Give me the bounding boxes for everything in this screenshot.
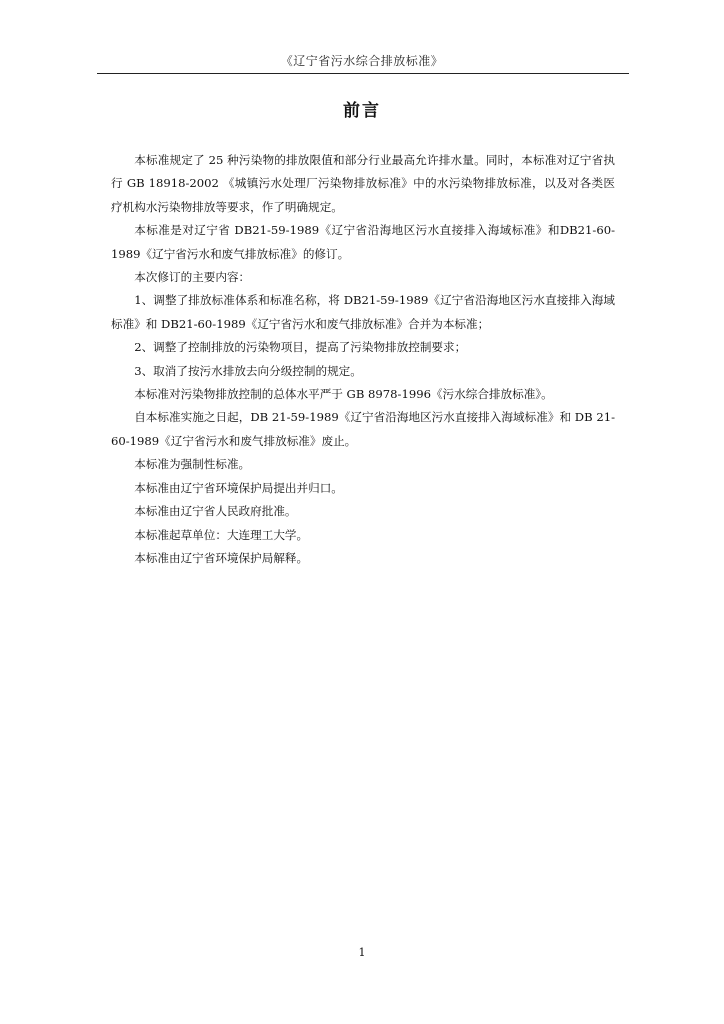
paragraph-approval: 本标准由辽宁省人民政府批准。 [134, 504, 297, 519]
paragraph-mandatory: 本标准为强制性标准。 [134, 457, 251, 472]
paragraph-proposer: 本标准由辽宁省环境保护局提出并归口。 [134, 480, 343, 495]
page-number: 1 [358, 946, 366, 959]
paragraph-revision: 本标准是对辽宁省 DB21-59-1989《辽宁省沿海地区污水直接排入海域标准》和DB21-60-1989《辽宁省污水和废气排放标准》的修订。 [111, 223, 615, 261]
running-header: 《辽宁省污水综合排放标准》 [280, 54, 444, 68]
paragraph-repeal: 自本标准实施之日起，DB 21-59-1989《辽宁省沿海地区污水直接排入海域标准》和 DB 21-60-1989《辽宁省污水和废气排放标准》废止。 [111, 410, 615, 448]
paragraph-drafter: 本标准起草单位：大连理工大学。 [134, 527, 309, 542]
body-text [111, 149, 615, 570]
list-item-2: 2、调整了控制排放的污染物项目，提高了污染物排放控制要求； [134, 340, 467, 355]
page-title: 前言 [343, 101, 381, 121]
paragraph-interpretation: 本标准由辽宁省环境保护局解释。 [134, 550, 309, 565]
header-divider [97, 73, 629, 74]
list-item-3: 3、取消了按污水排放去向分级控制的规定。 [134, 363, 362, 378]
paragraph-scope: 本标准规定了 25 种污染物的排放限值和部分行业最高允许排水量。同时，本标准对辽宁省执行 GB 18918-2002 《城镇污水处理厂污染物排放标准》中的水污染物排放标准，以及对各类医疗机构水污染物排放等要求，作了明确规定。 [111, 153, 615, 214]
list-item-1: 1、调整了排放标准体系和标准名称，将 DB21-59-1989《辽宁省沿海地区污水直接排入海域标准》和 DB21-60-1989《辽宁省污水和废气排放标准》合并为本标准； [111, 293, 615, 331]
paragraph-main-contents: 本次修订的主要内容： [134, 270, 251, 285]
paragraph-control-level: 本标准对污染物排放控制的总体水平严于 GB 8978-1996《污水综合排放标准》。 [134, 387, 553, 402]
